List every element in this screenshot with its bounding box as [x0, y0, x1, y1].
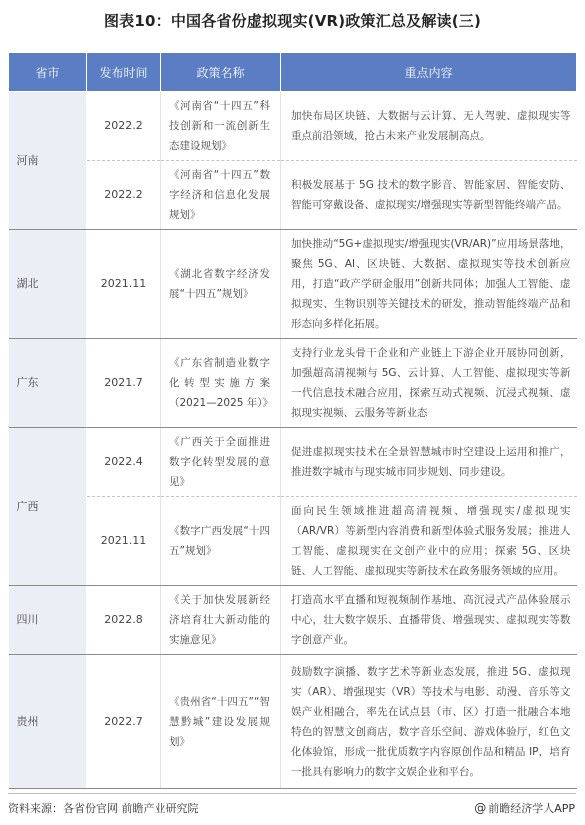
- footer-divider: [8, 793, 576, 794]
- header-content: 重点内容: [281, 53, 577, 92]
- table-row: [9, 497, 577, 586]
- date-cell: 2021.11: [87, 230, 161, 339]
- province-cell: 河南: [9, 92, 87, 230]
- page-title: 图表10：中国各省份虚拟现实(VR)政策汇总及解读(三): [103, 12, 482, 30]
- table-row: [9, 586, 577, 655]
- policy-name-cell: 《广东省制造业数字化转型实施方案（2021—2025 年）》: [161, 339, 281, 428]
- content-cell: 支持行业龙头骨干企业和产业链上下游企业开展协同创新，加强超高清视频与 5G、云计算、人工智能、虚拟现实等新一代信息技术融合应用，探索互动式视频、沉浸式视频、虚拟现实视频、云服务等新业态: [281, 339, 577, 428]
- policy-name-cell: 《关于加快发展新经济培育壮大新动能的实施意见》: [161, 586, 281, 655]
- policy-name-cell: 《河南省“十四五”数字经济和信息化发展规划》: [161, 161, 281, 230]
- content-cell: 面向民生领域推进超高清视频、增强现实/虚拟现实（AR/VR）等新型内容消费和新型体验式服务发展；推进人工智能、虚拟现实在文创产业中的应用；探索 5G、区块链、人工智能、虚拟现实等新技术在政务服务领域的应用。: [281, 497, 577, 586]
- content-cell: 鼓励数字演播、数字艺术等新业态发展，推进 5G、虚拟现实（AR）、增强现实（VR）等技术与电影、动漫、音乐等文娱产业相融合，率先在试点县（市、区）打造一批融合本地特色的智慧文创商店，数字音乐空间、游戏体验厅，红色文化体验馆，形成一批优质数字内容原创作品和精品 IP，培育一批具有影响力的数字文娱企业和平台。: [281, 655, 577, 789]
- brand-credit: [474, 800, 575, 816]
- header-name: 政策名称: [161, 53, 281, 92]
- table-row: [9, 339, 577, 428]
- date-cell: 2022.2: [87, 161, 161, 230]
- province-cell: 广西: [9, 428, 87, 586]
- at-icon: @: [474, 801, 487, 815]
- date-cell: 2022.7: [87, 655, 161, 789]
- province-cell: 贵州: [9, 655, 87, 789]
- policy-name-cell: 《湖北省数字经济发展“十四五”规划》: [161, 230, 281, 339]
- table-row: [9, 230, 577, 339]
- date-cell: 2021.7: [87, 339, 161, 428]
- table-row: [9, 161, 577, 230]
- table-row: [9, 428, 577, 497]
- policy-name-cell: 《数字广西发展“十四五”规划》: [161, 497, 281, 586]
- content-cell: 加快推动“5G+虚拟现实/增强现实(VR/AR)”应用场景落地，聚焦 5G、AI、区块链、大数据、虚拟现实等技术创新应用，打造“政产学研金服用”创新共同体；加强人工智能、虚拟现实、生物识别等关键技术的研发，推动智能终端产品和形态向多样化拓展。: [281, 230, 577, 339]
- date-cell: 2022.8: [87, 586, 161, 655]
- source-note: 资料来源：各省份官网 前瞻产业研究院: [8, 802, 199, 815]
- table-header-row: [9, 53, 577, 92]
- policy-table: [8, 52, 577, 789]
- header-province: 省市: [9, 53, 87, 92]
- province-cell: 广东: [9, 339, 87, 428]
- province-cell: 四川: [9, 586, 87, 655]
- content-cell: 打造高水平直播和短视频制作基地、高沉浸式产品体验展示中心，壮大数字娱乐、直播带货、增强现实、虚拟现实等数字创意产业。: [281, 586, 577, 655]
- date-cell: 2021.11: [87, 497, 161, 586]
- date-cell: 2022.2: [87, 92, 161, 161]
- content-cell: 促进虚拟现实技术在全景智慧城市时空建设上运用和推广，推进数字城市与现实城市同步规划、同步建设。: [281, 428, 577, 497]
- brand-name: 前瞻经济学人APP: [488, 802, 575, 815]
- table-row: [9, 92, 577, 161]
- content-cell: 积极发展基于 5G 技术的数字影音、智能家居、智能安防、智能可穿戴设备、虚拟现实/增强现实等新型智能终端产品。: [281, 161, 577, 230]
- policy-name-cell: 《广西关于全面推进数字化转型发展的意见》: [161, 428, 281, 497]
- header-date: 发布时间: [87, 53, 161, 92]
- date-cell: 2022.4: [87, 428, 161, 497]
- content-cell: 加快布局区块链、大数据与云计算、无人驾驶、虚拟现实等重点前沿领域，抢占未来产业发展制高点。: [281, 92, 577, 161]
- policy-name-cell: 《贵州省“十四五”“智慧黔城”建设发展规划》: [161, 655, 281, 789]
- province-cell: 湖北: [9, 230, 87, 339]
- policy-name-cell: 《河南省“十四五”科技创新和一流创新生态建设规划》: [161, 92, 281, 161]
- table-row: [9, 655, 577, 789]
